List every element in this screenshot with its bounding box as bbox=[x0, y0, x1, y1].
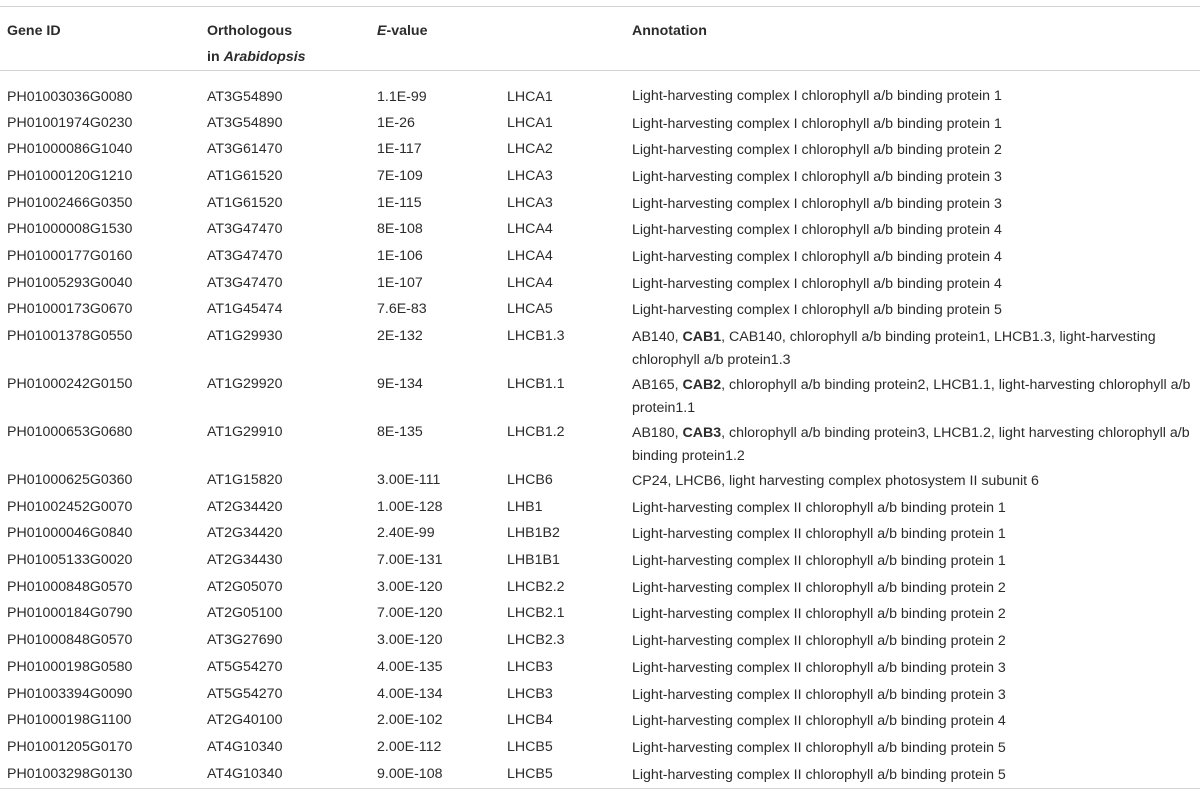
cell-ortholog: AT3G54890 bbox=[207, 89, 283, 105]
cell-name: LHCA3 bbox=[507, 167, 553, 184]
annotation-text: Light-harvesting complex II chlorophyll a/b binding protein 2 bbox=[632, 579, 1006, 596]
annotation-text: Light-harvesting complex I chlorophyll a/b binding protein 3 bbox=[632, 195, 1002, 212]
annotation-text: Light-harvesting complex II chlorophyll a/b binding protein 1 bbox=[632, 526, 1006, 543]
annotation-text: Light-harvesting complex II chlorophyll a/b binding protein 2 bbox=[632, 633, 1006, 650]
cell-evalue: 2E-132 bbox=[377, 328, 423, 344]
annotation-text: Light-harvesting complex II chlorophyll a/b binding protein 3 bbox=[632, 686, 1006, 703]
cell-gene-id: PH01001205G0170 bbox=[7, 738, 133, 755]
cell-ortholog: AT5G54270 bbox=[207, 658, 283, 675]
cell-evalue: 7E-109 bbox=[377, 167, 423, 184]
annotation-bold-gene: CAB1 bbox=[682, 329, 722, 345]
cell-name: LHCB5 bbox=[507, 765, 553, 782]
annotation-text: Light-harvesting complex I chlorophyll a/b binding protein 4 bbox=[632, 248, 1002, 265]
annotation-text-rest: , CAB140, chlorophyll a/b binding protein1, LHCB1.3, light-harvesting chlorophyll a/b protein1.3 bbox=[632, 329, 1156, 368]
header-ortho-in: in bbox=[207, 49, 224, 65]
cell-name: LHB1B1 bbox=[507, 552, 560, 569]
cell-name: LHB1B2 bbox=[507, 525, 560, 542]
cell-annotation bbox=[625, 164, 1200, 191]
table-row bbox=[0, 372, 1200, 420]
annotation-text: Light-harvesting complex I chlorophyll a/b binding protein 4 bbox=[632, 222, 1002, 239]
cell-gene-id: PH01000653G0680 bbox=[7, 424, 133, 440]
table-row bbox=[0, 735, 1200, 762]
annotation-text: Light-harvesting complex II chlorophyll a/b binding protein 5 bbox=[632, 766, 1006, 783]
cell-ortholog: AT1G61520 bbox=[207, 194, 283, 211]
cell-ortholog: AT3G47470 bbox=[207, 274, 283, 291]
cell-name: LHCB2.3 bbox=[507, 632, 565, 649]
cell-ortholog: AT1G29920 bbox=[207, 376, 283, 392]
annotation-text-rest: , chlorophyll a/b binding protein2, LHCB1.1, light-harvesting chlorophyll a/b protein1.1 bbox=[632, 377, 1191, 416]
cell-gene-id: PH01003036G0080 bbox=[7, 89, 133, 105]
cell-evalue: 1E-26 bbox=[377, 114, 415, 131]
cell-ortholog: AT4G10340 bbox=[207, 765, 283, 782]
cell-evalue: 1E-106 bbox=[377, 247, 423, 264]
table-row bbox=[0, 191, 1200, 218]
cell-name: LHCB2.1 bbox=[507, 605, 565, 622]
cell-name: LHCB2.2 bbox=[507, 578, 565, 595]
table-row bbox=[0, 420, 1200, 468]
cell-ortholog: AT4G10340 bbox=[207, 738, 283, 755]
cell-annotation bbox=[625, 575, 1200, 602]
header-annotation-label: Annotation bbox=[632, 23, 707, 39]
cell-annotation bbox=[625, 271, 1200, 298]
annotation-text: Light-harvesting complex I chlorophyll a/b binding protein 1 bbox=[632, 115, 1002, 132]
cell-gene-id: PH01003394G0090 bbox=[7, 685, 133, 702]
table-row bbox=[0, 708, 1200, 735]
cell-ortholog: AT2G34420 bbox=[207, 525, 283, 542]
cell-name: LHCB3 bbox=[507, 685, 553, 702]
cell-evalue: 8E-108 bbox=[377, 221, 423, 238]
cell-name: LHB1 bbox=[507, 498, 543, 515]
cell-ortholog: AT2G05100 bbox=[207, 605, 283, 622]
annotation-text: Light-harvesting complex I chlorophyll a/b binding protein 3 bbox=[632, 168, 1002, 185]
cell-ortholog: AT1G15820 bbox=[207, 472, 283, 488]
cell-ortholog: AT2G05070 bbox=[207, 578, 283, 595]
cell-annotation bbox=[625, 601, 1200, 628]
cell-annotation bbox=[625, 372, 1200, 420]
cell-gene-id: PH01000177G0160 bbox=[7, 247, 133, 264]
table-row bbox=[0, 244, 1200, 271]
header-orthologous bbox=[200, 7, 370, 71]
table-row bbox=[0, 682, 1200, 709]
cell-name: LHCB1.1 bbox=[507, 376, 565, 392]
table-row bbox=[0, 762, 1200, 789]
cell-evalue: 7.00E-131 bbox=[377, 552, 443, 569]
annotation-text: Light-harvesting complex II chlorophyll a/b binding protein 5 bbox=[632, 739, 1006, 756]
cell-annotation bbox=[625, 468, 1200, 495]
cell-name: LHCB3 bbox=[507, 658, 553, 675]
cell-ortholog: AT3G61470 bbox=[207, 141, 283, 158]
table-row bbox=[0, 111, 1200, 138]
header-annotation bbox=[625, 7, 1200, 71]
cell-annotation bbox=[625, 682, 1200, 709]
annotation-text: Light-harvesting complex II chlorophyll a/b binding protein 4 bbox=[632, 713, 1006, 730]
cell-ortholog: AT2G34430 bbox=[207, 552, 283, 569]
cell-name: LHCB4 bbox=[507, 712, 553, 729]
cell-evalue: 1E-107 bbox=[377, 274, 423, 291]
cell-evalue: 4.00E-134 bbox=[377, 685, 443, 702]
cell-annotation bbox=[625, 548, 1200, 575]
cell-annotation bbox=[625, 111, 1200, 138]
table-row bbox=[0, 521, 1200, 548]
cell-gene-id: PH01002452G0070 bbox=[7, 498, 133, 515]
table-row bbox=[0, 137, 1200, 164]
header-evalue-e: E bbox=[377, 23, 387, 39]
header-evalue-rest: -value bbox=[386, 23, 428, 39]
cell-gene-id: PH01000848G0570 bbox=[7, 578, 133, 595]
cell-evalue: 7.6E-83 bbox=[377, 301, 427, 318]
annotation-bold-gene: CAB2 bbox=[682, 377, 722, 393]
cell-annotation bbox=[625, 495, 1200, 522]
cell-name: LHCB6 bbox=[507, 472, 553, 488]
cell-gene-id: PH01003298G0130 bbox=[7, 765, 133, 782]
table-row bbox=[0, 628, 1200, 655]
cell-ortholog: AT3G47470 bbox=[207, 247, 283, 264]
annotation-text: CP24, LHCB6, light harvesting complex photosystem II subunit 6 bbox=[632, 473, 1039, 489]
table-row bbox=[0, 575, 1200, 602]
cell-annotation bbox=[625, 71, 1200, 111]
cell-annotation bbox=[625, 708, 1200, 735]
cell-annotation bbox=[625, 324, 1200, 372]
cell-name: LHCA3 bbox=[507, 194, 553, 211]
cell-name: LHCA4 bbox=[507, 247, 553, 264]
cell-name: LHCA1 bbox=[507, 114, 553, 131]
cell-gene-id: PH01000848G0570 bbox=[7, 632, 133, 649]
cell-evalue: 2.00E-102 bbox=[377, 712, 443, 729]
annotation-text: Light-harvesting complex I chlorophyll a/b binding protein 5 bbox=[632, 302, 1002, 319]
cell-ortholog: AT2G40100 bbox=[207, 712, 283, 729]
annotation-text: Light-harvesting complex II chlorophyll a/b binding protein 2 bbox=[632, 606, 1006, 623]
cell-evalue: 3.00E-120 bbox=[377, 632, 443, 649]
table-body bbox=[0, 71, 1200, 789]
cell-gene-id: PH01000242G0150 bbox=[7, 376, 133, 392]
header-gene-id bbox=[0, 7, 200, 71]
cell-gene-id: PH01005133G0020 bbox=[7, 552, 133, 569]
cell-evalue: 2.00E-112 bbox=[377, 738, 442, 755]
cell-gene-id: PH01000008G1530 bbox=[7, 221, 133, 238]
table-row bbox=[0, 71, 1200, 111]
cell-annotation bbox=[625, 217, 1200, 244]
annotation-text: Light-harvesting complex II chlorophyll a/b binding protein 1 bbox=[632, 499, 1006, 516]
cell-ortholog: AT1G45474 bbox=[207, 301, 283, 318]
cell-name: LHCA5 bbox=[507, 301, 553, 318]
table-row bbox=[0, 548, 1200, 575]
table-row bbox=[0, 601, 1200, 628]
annotation-text: Light-harvesting complex II chlorophyll a/b binding protein 1 bbox=[632, 553, 1006, 570]
header-ortho-line1: Orthologous bbox=[207, 23, 293, 39]
cell-annotation bbox=[625, 420, 1200, 468]
annotation-text: Light-harvesting complex I chlorophyll a/b binding protein 2 bbox=[632, 142, 1002, 159]
annotation-text: Light-harvesting complex I chlorophyll a/b binding protein 4 bbox=[632, 275, 1002, 292]
cell-gene-id: PH01000173G0670 bbox=[7, 301, 133, 318]
cell-ortholog: AT3G47470 bbox=[207, 221, 283, 238]
table-row bbox=[0, 217, 1200, 244]
cell-evalue: 1E-115 bbox=[377, 194, 422, 211]
cell-gene-id: PH01005293G0040 bbox=[7, 274, 133, 291]
cell-evalue: 9E-134 bbox=[377, 376, 423, 392]
cell-gene-id: PH01000198G0580 bbox=[7, 658, 133, 675]
cell-name: LHCB1.2 bbox=[507, 424, 565, 440]
cell-ortholog: AT2G34420 bbox=[207, 498, 283, 515]
table-row bbox=[0, 655, 1200, 682]
table-header bbox=[0, 7, 1200, 71]
cell-name: LHCA2 bbox=[507, 141, 553, 158]
header-row bbox=[0, 7, 1200, 71]
cell-annotation bbox=[625, 191, 1200, 218]
cell-annotation bbox=[625, 655, 1200, 682]
header-evalue bbox=[370, 7, 500, 71]
table-row bbox=[0, 324, 1200, 372]
cell-name: LHCB1.3 bbox=[507, 328, 565, 344]
header-name bbox=[500, 7, 625, 71]
cell-gene-id: PH01002466G0350 bbox=[7, 194, 133, 211]
cell-name: LHCA4 bbox=[507, 221, 553, 238]
cell-gene-id: PH01000625G0360 bbox=[7, 472, 133, 488]
cell-evalue: 3.00E-120 bbox=[377, 578, 443, 595]
cell-gene-id: PH01000120G1210 bbox=[7, 167, 133, 184]
cell-evalue: 9.00E-108 bbox=[377, 765, 443, 782]
table-row bbox=[0, 271, 1200, 298]
cell-gene-id: PH01000046G0840 bbox=[7, 525, 133, 542]
cell-gene-id: PH01000086G1040 bbox=[7, 141, 133, 158]
cell-gene-id: PH01001378G0550 bbox=[7, 328, 133, 344]
table-row bbox=[0, 468, 1200, 495]
cell-annotation bbox=[625, 244, 1200, 271]
cell-evalue: 1E-117 bbox=[377, 141, 422, 158]
table-row bbox=[0, 297, 1200, 324]
cell-evalue: 1.1E-99 bbox=[377, 89, 427, 105]
annotation-text: Light-harvesting complex II chlorophyll a/b binding protein 3 bbox=[632, 659, 1006, 676]
annotation-text-rest: , chlorophyll a/b binding protein3, LHCB1.2, light harvesting chlorophyll a/b binding protein1.2 bbox=[632, 425, 1190, 464]
cell-name: LHCA4 bbox=[507, 274, 553, 291]
table-row bbox=[0, 495, 1200, 522]
header-ortho-species: Arabidopsis bbox=[223, 49, 306, 65]
table-row bbox=[0, 164, 1200, 191]
gene-table bbox=[0, 6, 1200, 789]
cell-annotation bbox=[625, 762, 1200, 789]
cell-ortholog: AT1G29930 bbox=[207, 328, 283, 344]
cell-ortholog: AT3G27690 bbox=[207, 632, 283, 649]
annotation-bold-gene: CAB3 bbox=[682, 425, 722, 441]
cell-ortholog: AT3G54890 bbox=[207, 114, 283, 131]
cell-ortholog: AT1G61520 bbox=[207, 167, 283, 184]
annotation-text: AB140, bbox=[632, 329, 683, 345]
cell-evalue: 7.00E-120 bbox=[377, 605, 443, 622]
annotation-text: AB180, bbox=[632, 425, 683, 441]
cell-ortholog: AT5G54270 bbox=[207, 685, 283, 702]
cell-name: LHCA1 bbox=[507, 89, 553, 105]
cell-evalue: 2.40E-99 bbox=[377, 525, 435, 542]
cell-gene-id: PH01000184G0790 bbox=[7, 605, 133, 622]
cell-annotation bbox=[625, 297, 1200, 324]
cell-gene-id: PH01001974G0230 bbox=[7, 114, 133, 131]
cell-annotation bbox=[625, 735, 1200, 762]
cell-annotation bbox=[625, 521, 1200, 548]
header-gene-id-label: Gene ID bbox=[7, 23, 61, 39]
cell-annotation bbox=[625, 628, 1200, 655]
cell-evalue: 8E-135 bbox=[377, 424, 423, 440]
annotation-text: Light-harvesting complex I chlorophyll a/b binding protein 1 bbox=[632, 88, 1002, 104]
annotation-text: AB165, bbox=[632, 377, 683, 393]
cell-evalue: 4.00E-135 bbox=[377, 658, 443, 675]
cell-name: LHCB5 bbox=[507, 738, 553, 755]
cell-evalue: 1.00E-128 bbox=[377, 498, 443, 515]
cell-gene-id: PH01000198G1100 bbox=[7, 712, 132, 729]
cell-annotation bbox=[625, 137, 1200, 164]
cell-ortholog: AT1G29910 bbox=[207, 424, 283, 440]
cell-evalue: 3.00E-111 bbox=[377, 472, 441, 488]
